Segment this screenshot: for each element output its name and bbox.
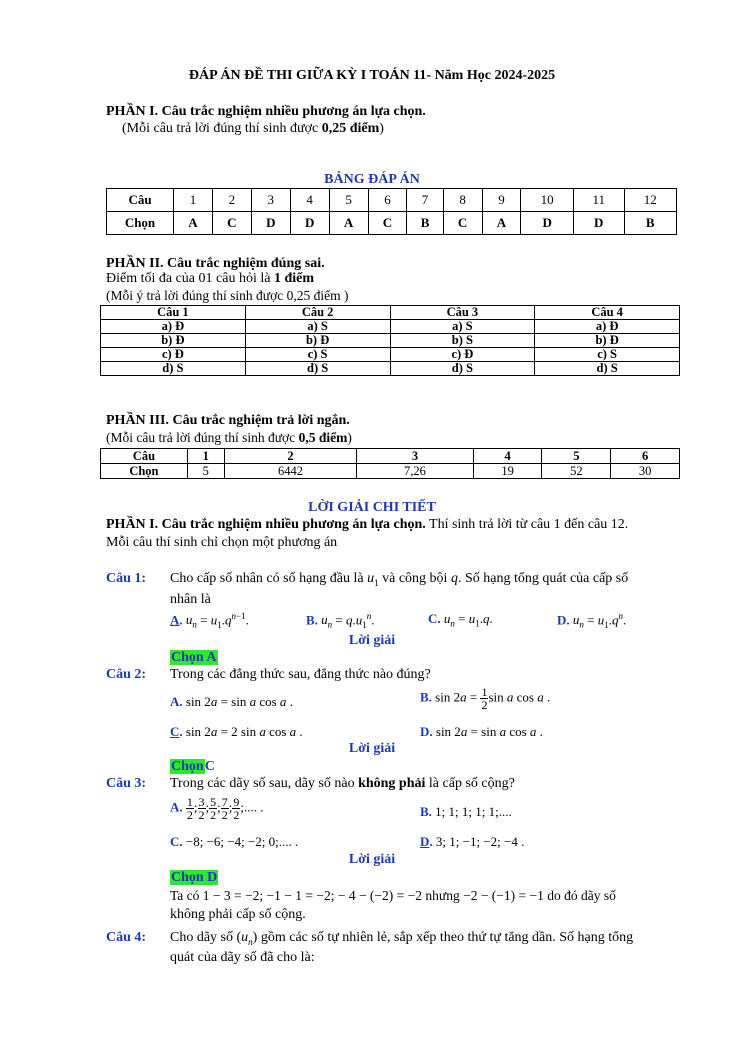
solution-label: Lời giải [348,633,396,648]
question-text: Trong các đẳng thức sau, đẳng thức nào đúng? [170,667,431,682]
table-cell: A [174,212,213,235]
table-cell: b) Đ [535,334,680,348]
part2-line1: Điểm tối đa của 01 câu hỏi là 1 điểm [106,271,315,286]
table-cell: 5 [187,464,224,479]
table-cell: d) S [245,362,390,376]
table-cell: A [329,212,368,235]
question-text: Cho dãy số $(u_n)$ gồm các số tự nhiên lẻ, sắp xếp theo thứ tự tăng dần. Số hạng tổng [170,930,634,947]
part3-heading: PHẦN III. Câu trắc nghiệm trả lời ngắn. [106,413,350,428]
table-cell: a) Đ [535,320,680,334]
table-cell: 8 [443,189,482,212]
solution-label: Lời giải [348,741,396,756]
option-b: B. $u_n = q.u_1^n$. [306,611,375,630]
table-row [101,464,680,479]
option-c: C. −8; −6; −4; −2; 0;.... . [170,834,299,849]
table-cell: Câu [107,189,174,212]
question-text: Cho cấp số nhân có số hạng đầu là $u_1$ và công bội q. Số hạng tổng quát của cấp số [170,571,629,588]
table-cell: Câu 3 [390,306,535,320]
table-cell: 19 [473,464,542,479]
question-label: Câu 4: [106,930,147,945]
explanation-line2: không phải cấp số cộng. [170,907,306,922]
chosen-answer: Chọn A [171,650,217,665]
explanation: Ta có 1 − 3 = −2; −1 − 1 = −2; − 4 − (−2) = −2 nhưng −2 − (−1) = −1 do đó dãy số [170,888,616,903]
page-title: ĐÁP ÁN ĐỀ THI GIỮA KỲ I TOÁN 11- Năm Học 2024-2025 [188,68,556,83]
table-row [101,306,680,320]
option-a: A. sin 2a = sin a cos a . [170,694,293,709]
question-text-line2: quát của dãy số đã cho là: [170,950,315,965]
part1-heading: PHẦN I. Câu trắc nghiệm nhiều phương án lựa chọn. [106,104,426,119]
table-cell: c) Đ [390,348,535,362]
table-cell: C [443,212,482,235]
table-cell: b) Đ [101,334,246,348]
table-cell: a) S [245,320,390,334]
table-cell: 6442 [224,464,356,479]
table-cell: C [212,212,251,235]
question-label: Câu 3: [106,776,147,791]
table-row [101,348,680,362]
option-d: D. sin 2a = sin a cos a . [420,724,543,739]
solution-label: Lời giải [348,852,396,867]
table-cell: 30 [611,464,680,479]
table-cell: 5 [542,449,611,464]
table-cell: 9 [482,189,521,212]
table-row [101,362,680,376]
option-c: C. $u_n = u_1.q$. [428,611,493,629]
table-cell: 11 [573,189,624,212]
part1-note: (Mỗi câu trả lời đúng thí sinh được 0,25 điểm) [122,121,384,136]
table-cell: Câu 4 [535,306,680,320]
table-cell: B [407,212,443,235]
part3-answer-table [100,448,680,479]
table-cell: d) S [535,362,680,376]
table-cell: 3 [251,189,290,212]
solutions-part1-intro: PHẦN I. Câu trắc nghiệm nhiều phương án lựa chọn. Thí sinh trả lời từ câu 1 đến câu 12. [106,517,629,532]
table-cell: d) S [101,362,246,376]
table-cell: B [624,212,676,235]
option-d: D. $u_n = u_1.q^n$. [557,611,627,630]
part2-line2: (Mỗi ý trả lời đúng thí sinh được 0,25 điểm ) [106,288,349,303]
table-cell: a) S [390,320,535,334]
table-cell: c) S [245,348,390,362]
solutions-part1-line2: Mỗi câu thí sinh chỉ chọn một phương án [106,535,338,550]
table-row [101,449,680,464]
table-cell: 7 [407,189,443,212]
table-cell: D [251,212,290,235]
answer-table-title: BẢNG ĐÁP ÁN [324,172,420,187]
table-row [107,212,677,235]
chosen-answer: ChọnC [171,759,215,774]
table-cell: b) S [390,334,535,348]
table-cell: Chọn [101,464,188,479]
question-label: Câu 2: [106,667,147,682]
table-cell: 52 [542,464,611,479]
question-text: Trong các dãy số sau, dãy số nào không phải là cấp số cộng? [170,776,515,791]
table-cell: 6 [611,449,680,464]
table-cell: A [482,212,521,235]
solutions-heading: LỜI GIẢI CHI TIẾT [308,500,436,515]
table-cell: Chọn [107,212,174,235]
table-cell: D [290,212,329,235]
option-a: A. $\frac{1}{2}$ ; $\frac{3}{2}$ ; $\frac{5}{2}$ ; $\frac{7}{2}$ ; $\frac{9}{2}$ ;.... . [170,795,264,822]
option-b: B. 1; 1; 1; 1; 1;.... [420,804,512,819]
table-row [107,189,677,212]
option-b: B. sin 2a = $\frac{1}{2}$ sin a cos a . [420,685,551,712]
table-row [101,320,680,334]
part2-heading: PHẦN II. Câu trắc nghiệm đúng sai. [106,256,325,271]
table-cell: c) Đ [101,348,246,362]
part1-answer-table [106,188,677,235]
table-cell: 4 [473,449,542,464]
part3-note: (Mỗi câu trả lời đúng thí sinh được 0,5 điểm) [106,430,352,445]
table-cell: d) S [390,362,535,376]
table-cell: 4 [290,189,329,212]
table-cell: 7,26 [357,464,474,479]
table-cell: Câu 1 [101,306,246,320]
option-d: D. 3; 1; −1; −2; −4 . [420,834,525,849]
table-cell: Câu 2 [245,306,390,320]
table-cell: 1 [174,189,213,212]
question-text-line2: nhân là [170,592,211,607]
table-cell: b) Đ [245,334,390,348]
table-cell: 10 [521,189,573,212]
table-cell: D [573,212,624,235]
table-cell: 2 [212,189,251,212]
table-cell: 2 [224,449,356,464]
table-cell: 5 [329,189,368,212]
table-cell: D [521,212,573,235]
question-label: Câu 1: [106,571,147,586]
table-cell: c) S [535,348,680,362]
table-cell: 12 [624,189,676,212]
part2-answer-table [100,305,680,376]
table-cell: C [368,212,407,235]
table-cell: 6 [368,189,407,212]
table-row [101,334,680,348]
chosen-answer: Chọn D [171,870,218,885]
table-cell: Câu [101,449,188,464]
table-cell: a) Đ [101,320,246,334]
option-a: A. $u_n = u_1.q^{n-1}$. [170,611,249,630]
table-cell: 3 [357,449,474,464]
option-c: C. sin 2a = 2 sin a cos a . [170,724,303,739]
table-cell: 1 [187,449,224,464]
